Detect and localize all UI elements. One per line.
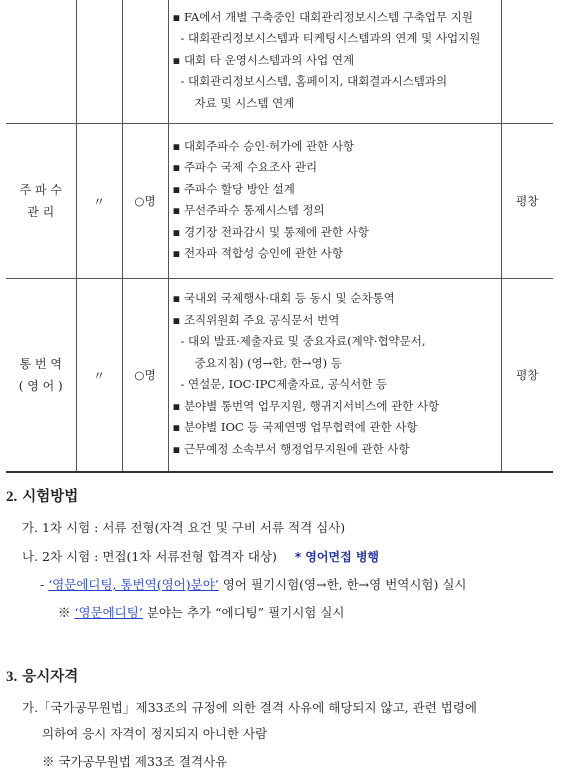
duty-item: ▪ 근무예정 소속부서 행정업무지원에 관한 사항 xyxy=(172,441,410,456)
section-number: 3. xyxy=(6,669,18,685)
grade-cell: 〃 xyxy=(76,124,122,279)
duty-item: ▪ 주파수 국제 수요조사 관리 xyxy=(172,160,318,174)
duty-item: ▪ 분야별 통번역 업무지원, 행귀지서비스에 관한 사항 xyxy=(172,398,440,413)
duty-item: ▪ 대회주파수 승인·허가에 관한 사항 xyxy=(172,138,355,153)
section-title: 시험방법 xyxy=(22,489,79,505)
location-cell: 평창 xyxy=(501,279,553,473)
duty-subitem: - 대회관리정보시스템과 티케팅시스템과의 연계 및 사업지원 xyxy=(180,31,481,46)
position-title-cell xyxy=(6,124,76,279)
section-heading-qualifications xyxy=(6,665,78,686)
duty-subitem: - 대외 발표·제출자료 및 중요자료(계약·협약문서, xyxy=(180,334,426,348)
exam-step-2 xyxy=(22,547,379,565)
location-cell xyxy=(501,0,553,124)
section-title: 응시자격 xyxy=(22,669,79,685)
duty-item: ▪ 국내외 국제행사·대회 등 동시 및 순차통역 xyxy=(172,291,395,305)
grade-cell: 〃 xyxy=(76,279,122,473)
grade-cell xyxy=(76,0,122,124)
duty-item: ▪ 경기장 전파감시 및 통제에 관한 사항 xyxy=(172,224,369,239)
position-title-line: ( 영 어 ) xyxy=(18,379,63,393)
field-link-editing-interpretation[interactable]: ‘영문에디팅, 통번역(영어)분야’ xyxy=(48,577,219,592)
written-test-line xyxy=(40,575,467,593)
qualification-line-1: 가.「국가공무원법」제33조의 규정에 의한 결격 사유에 해당되지 않고, 관련 법령에 xyxy=(22,700,477,715)
written-test-text: 영어 필기시험(영→한, 한→영 번역시험) 실시 xyxy=(218,577,467,592)
table-row xyxy=(6,0,553,124)
duty-item: ▪ 조직위원회 주요 공식문서 번역 xyxy=(172,312,340,327)
qualification-line-2: 의하여 응시 자격이 정지되지 아니한 사람 xyxy=(42,726,268,741)
position-title-cell xyxy=(6,279,76,473)
exam-step-2-text: 나. 2차 시험 : 면접(1차 서류전형 합격자 대상) xyxy=(22,549,277,564)
exam-step-1: 가. 1차 시험 : 서류 전형(자격 요건 및 구비 서류 적격 심사) xyxy=(22,520,346,535)
headcount-cell: ○명 xyxy=(122,124,168,279)
duty-item: ▪ 전자파 적합성 승인에 관한 사항 xyxy=(172,246,343,260)
duty-list xyxy=(173,288,497,460)
field-link-english-editing[interactable]: ‘영문에디팅’ xyxy=(74,605,143,620)
position-title-line: 관 리 xyxy=(27,205,55,219)
editing-test-text: 분야는 추가 “에디팅” 필기시험 실시 xyxy=(142,605,345,620)
table-row xyxy=(6,279,553,473)
note-marker: ※ xyxy=(58,605,75,620)
duties-cell xyxy=(168,279,501,473)
duty-continuation: 중요지침) (영→한, 한→영) 등 xyxy=(194,355,342,370)
section-number: 2. xyxy=(6,489,18,505)
section-heading-exam-method xyxy=(6,485,78,506)
disqualification-note: ※ 국가공무원법 제33조 결격사유 xyxy=(42,754,228,769)
duty-item: ▪ 대회 타 운영시스템과의 사업 연계 xyxy=(172,52,355,67)
duty-list xyxy=(173,136,497,265)
duty-item: ▪ FA에서 개별 구축중인 대회관리정보시스템 구축업무 지원 xyxy=(172,9,474,24)
duty-continuation: 자료 및 시스템 연계 xyxy=(194,95,295,110)
duty-list xyxy=(173,7,497,115)
position-title-cell xyxy=(6,0,76,124)
location-cell: 평창 xyxy=(501,124,553,279)
duties-cell xyxy=(168,124,501,279)
duty-table xyxy=(6,0,553,473)
duty-item: ▪ 주파수 할당 방안 설계 xyxy=(172,181,295,196)
duty-subitem: - 대회관리정보시스템, 홈페이지, 대회결과시스템과의 xyxy=(180,74,448,89)
table-row xyxy=(6,124,553,279)
headcount-cell xyxy=(122,0,168,124)
editing-test-note xyxy=(58,603,345,621)
duties-cell xyxy=(168,0,501,124)
position-title-line: 통 번 역 xyxy=(19,357,62,371)
english-interview-note: * 영어면접 병행 xyxy=(294,550,380,564)
duty-subitem: - 연설문, IOC·IPC제출자료, 공식서한 등 xyxy=(180,377,388,391)
position-title-line: 주 파 수 xyxy=(19,183,62,197)
headcount-cell: ○명 xyxy=(122,279,168,473)
duty-item: ▪ 분야별 IOC 등 국제연맹 업무협력에 관한 사항 xyxy=(172,420,418,434)
duty-item: ▪ 무선주파수 통제시스템 정의 xyxy=(172,203,325,217)
dash-marker: - xyxy=(40,577,49,592)
